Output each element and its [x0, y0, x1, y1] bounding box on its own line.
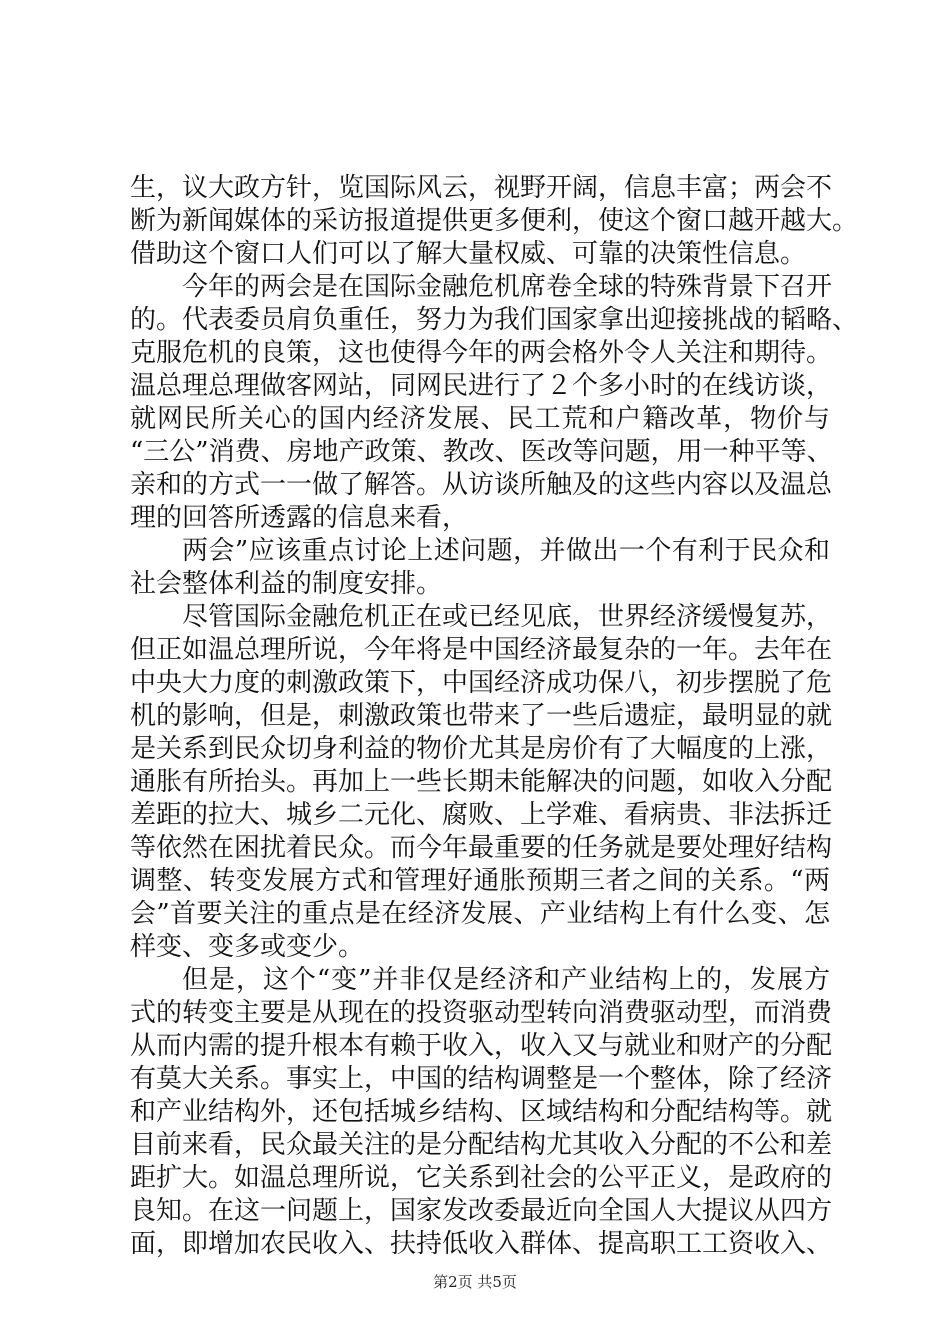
text-line: 是关系到民众切身利益的物价尤其是房价有了大幅度的上涨， [130, 734, 833, 764]
page-number: 第2页 共5页 [433, 1273, 517, 1291]
text-line: 通胀有所抬头。再加上一些长期未能解决的问题，如收入分配 [130, 767, 833, 797]
text-line: 式的转变主要是从现在的投资驱动型转向消费驱动型，而消费 [130, 998, 833, 1028]
page-footer [0, 1272, 950, 1292]
text-line: 就网民所关心的国内经济发展、民工荒和户籍改革，物价与 [130, 404, 830, 434]
text-line: 理的回答所透露的信息来看， [130, 503, 469, 533]
text-line: 亲和的方式一一做了解答。从访谈所触及的这些内容以及温总 [130, 470, 833, 500]
text-line: 良知。在这一问题上，国家发改委最近向全国人大提议从四方 [130, 1196, 833, 1226]
text-line: 等依然在困扰着民众。而今年最重要的任务就是要处理好结构 [130, 833, 833, 863]
text-line: “三公”消费、房地产政策、教改、医改等问题，用一种平等、 [130, 437, 833, 467]
text-line: 目前来看，民众最关注的是分配结构尤其收入分配的不公和差 [130, 1130, 833, 1160]
text-line: 但正如温总理所说，今年将是中国经济最复杂的一年。去年在 [130, 635, 833, 665]
text-line: 样变、变多或变少。 [130, 932, 365, 962]
text-line: 社会整体利益的制度安排。 [130, 569, 443, 599]
text-line: 两会”应该重点讨论上述问题，并做出一个有利于民众和 [182, 536, 830, 566]
text-line: 尽管国际金融危机正在或已经见底，世界经济缓慢复苏， [182, 602, 833, 632]
text-line: 克服危机的良策，这也使得今年的两会格外令人关注和期待。 [130, 338, 833, 368]
text-line: 差距的拉大、城乡二元化、腐败、上学难、看病贵、非法拆迁 [130, 800, 833, 830]
text-line: 中央大力度的刺激政策下，中国经济成功保八，初步摆脱了危 [130, 668, 833, 698]
text-line: 温总理总理做客网站，同网民进行了２个多小时的在线访谈， [130, 371, 833, 401]
text-line: 和产业结构外，还包括城乡结构、区域结构和分配结构等。就 [130, 1097, 833, 1127]
text-line: 有莫大关系。事实上，中国的结构调整是一个整体，除了经济 [130, 1064, 833, 1094]
text-line: 距扩大。如温总理所说，它关系到社会的公平正义，是政府的 [130, 1163, 833, 1193]
text-line: 机的影响，但是，刺激政策也带来了一些后遗症，最明显的就 [130, 701, 833, 731]
text-line: 但是，这个“变”并非仅是经济和产业结构上的，发展方 [182, 965, 830, 995]
text-line: 生，议大政方针，览国际风云，视野开阔，信息丰富；两会不 [130, 173, 833, 203]
text-line: 借助这个窗口人们可以了解大量权威、可靠的决策性信息。 [130, 239, 807, 269]
text-line: 的。代表委员肩负重任，努力为我们国家拿出迎接挑战的韬略、 [130, 305, 859, 335]
text-line: 从而内需的提升根本有赖于收入，收入又与就业和财产的分配 [130, 1031, 833, 1061]
document-body [130, 172, 859, 1261]
text-line: 断为新闻媒体的采访报道提供更多便利，使这个窗口越开越大。 [130, 206, 859, 236]
text-line: 今年的两会是在国际金融危机席卷全球的特殊背景下召开 [182, 272, 833, 302]
text-line: 面，即增加农民收入、扶持低收入群体、提高职工工资收入、 [130, 1229, 833, 1259]
text-line: 会”首要关注的重点是在经济发展、产业结构上有什么变、怎 [130, 899, 830, 929]
text-line: 调整、转变发展方式和管理好通胀预期三者之间的关系。“两 [130, 866, 830, 896]
